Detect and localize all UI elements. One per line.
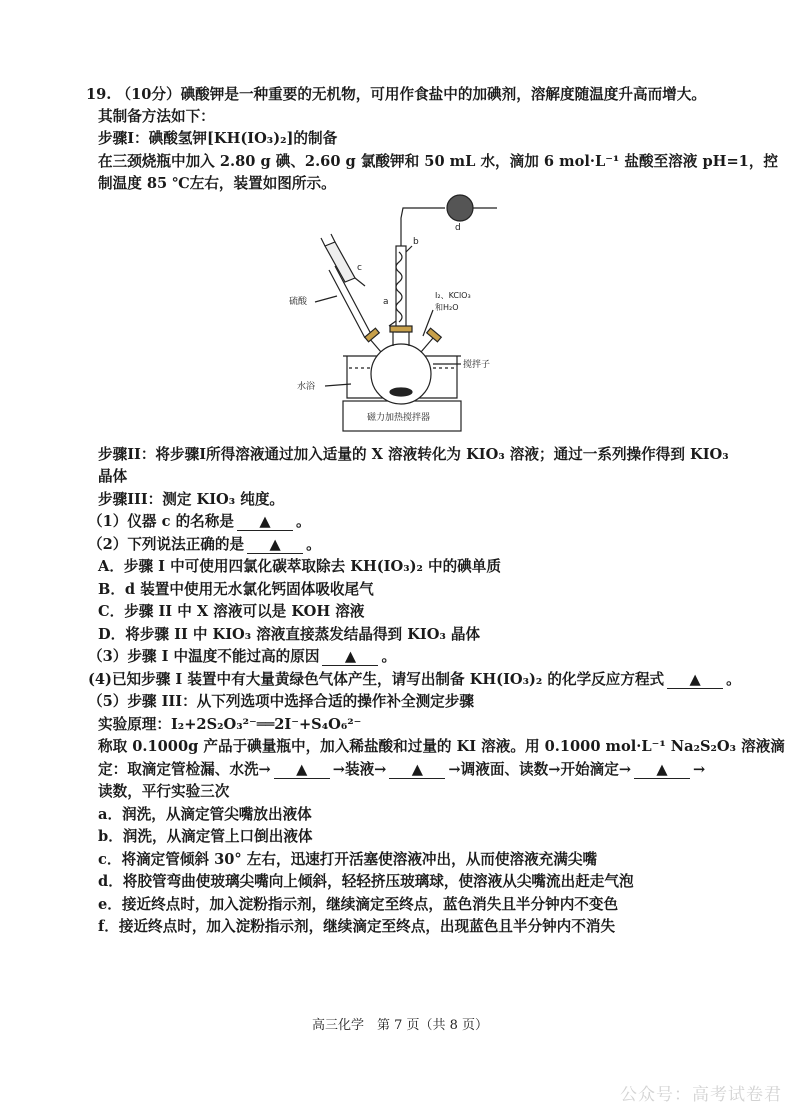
answer-blank-5b[interactable]: ▲ <box>389 762 445 779</box>
step2-line-2: 晶体 <box>98 468 128 485</box>
part-4-suffix: 。 <box>726 671 741 688</box>
apparatus-figure <box>285 186 525 436</box>
part-5-title: （5）步骤 III：从下列选项中选择合适的操作补全测定步骤 <box>88 693 474 710</box>
part-5-text-2 <box>98 759 705 781</box>
label-d: d <box>455 223 461 233</box>
part-5-text-1: 称取 0.1000g 产品于碘量瓶中，加入稀盐酸和过量的 KI 溶液。用 0.1000 mol·L⁻¹ Na₂S₂O₃ 溶液滴 <box>98 738 785 755</box>
question-header <box>86 84 706 106</box>
part-1-text: （1）仪器 c 的名称是 <box>88 513 234 530</box>
label-acid: 硫酸 <box>289 297 308 307</box>
option-A: A．步骤 I 中可使用四氯化碳萃取除去 KH(IO₃)₂ 中的碘单质 <box>98 558 501 575</box>
answer-blank-5a[interactable]: ▲ <box>274 762 330 779</box>
part-5-principle: 实验原理：I₂+2S₂O₃²⁻══2I⁻+S₄O₆²⁻ <box>98 716 362 733</box>
part-5-text-3: 读数，平行实验三次 <box>98 783 230 800</box>
watermark: 公众号：高考试卷君 <box>620 1085 782 1105</box>
page-footer: 高三化学 第 7 页（共 8 页） <box>311 1018 489 1033</box>
label-a: a <box>383 297 389 307</box>
answer-blank-1[interactable]: ▲ <box>237 514 293 531</box>
question-intro-line-2: 其制备方法如下： <box>98 108 215 125</box>
answer-blank-5c[interactable]: ▲ <box>634 762 690 779</box>
label-reagents-2: 和H₂O <box>435 303 459 312</box>
label-heating-stirrer: 磁力加热搅拌器 <box>367 413 431 423</box>
part-3-text: （3）步骤 I 中温度不能过高的原因 <box>88 648 320 665</box>
answer-blank-3[interactable]: ▲ <box>322 649 378 666</box>
option-B: B．d 装置中使用无水氯化钙固体吸收尾气 <box>98 581 374 598</box>
step2-line-1: 步骤II：将步骤I所得溶液通过加入适量的 X 溶液转化为 KIO₃ 溶液；通过一系列操作得到 KIO₃ <box>98 446 729 463</box>
label-stir-bar: 搅拌子 <box>463 360 491 370</box>
part-4 <box>88 669 741 691</box>
question-number: 19. <box>86 86 112 103</box>
step1-line-2: 制温度 85 ℃左右，装置如图所示。 <box>98 175 336 192</box>
drying-tube-d <box>447 195 473 221</box>
label-reagents-1: I₂、KClO₃ <box>435 291 471 300</box>
option-C: C．步骤 II 中 X 溶液可以是 KOH 溶液 <box>98 603 365 620</box>
option-D: D．将步骤 II 中 KIO₃ 溶液直接蒸发结晶得到 KIO₃ 晶体 <box>98 626 481 643</box>
part-1 <box>88 511 311 533</box>
step-option-c: c．将滴定管倾斜 30° 左右，迅速打开活塞使溶液冲出，从而使溶液充满尖嘴 <box>98 851 598 868</box>
part-2-text: （2）下列说法正确的是 <box>88 536 245 553</box>
part-2-suffix: 。 <box>306 536 321 553</box>
part-3 <box>88 646 396 668</box>
label-water-bath: 水浴 <box>297 382 316 392</box>
stir-bar <box>390 388 412 396</box>
step3-title: 步骤III：测定 KIO₃ 纯度。 <box>98 491 285 508</box>
answer-blank-4[interactable]: ▲ <box>667 672 723 689</box>
part-5-text-2c: →调液面、读数→开始滴定→ <box>448 761 632 778</box>
label-b: b <box>413 237 419 247</box>
part-5-text-2d: → <box>693 761 706 778</box>
part-5-text-2a: 定：取滴定管检漏、水洗→ <box>98 761 271 778</box>
part-5-text-2b: →装液→ <box>332 761 387 778</box>
part-4-text: (4)已知步骤 I 装置中有大量黄绿色气体产生，请写出制备 KH(IO₃)₂ 的化学反应方程式 <box>88 671 665 688</box>
step-option-d: d．将胶管弯曲使玻璃尖嘴向上倾斜，轻轻挤压玻璃球，使溶液从尖嘴流出赶走气泡 <box>98 873 634 890</box>
part-3-suffix: 。 <box>381 648 397 665</box>
step-option-e: e．接近终点时，加入淀粉指示剂，继续滴定至终点，蓝色消失且半分钟内不变色 <box>98 896 619 913</box>
part-1-suffix: 。 <box>295 513 311 530</box>
step1-title: 步骤I：碘酸氢钾[KH(IO₃)₂]的制备 <box>98 130 338 147</box>
step-option-f: f．接近终点时，加入淀粉指示剂，继续滴定至终点，出现蓝色且半分钟内不消失 <box>98 918 616 935</box>
step1-line-1: 在三颈烧瓶中加入 2.80 g 碘、2.60 g 氯酸钾和 50 mL 水，滴加 6 mol·L⁻¹ 盐酸至溶液 pH=1，控 <box>98 153 779 170</box>
question-score: （10分） <box>116 86 181 103</box>
part-2 <box>88 534 321 556</box>
step-option-a: a．润洗，从滴定管尖嘴放出液体 <box>98 806 312 823</box>
step-option-b: b．润洗，从滴定管上口倒出液体 <box>98 828 313 845</box>
label-c: c <box>357 263 362 273</box>
question-intro-line-1: 碘酸钾是一种重要的无机物，可用作食盐中的加碘剂，溶解度随温度升高而增大。 <box>180 86 706 103</box>
answer-blank-2[interactable]: ▲ <box>247 537 303 554</box>
